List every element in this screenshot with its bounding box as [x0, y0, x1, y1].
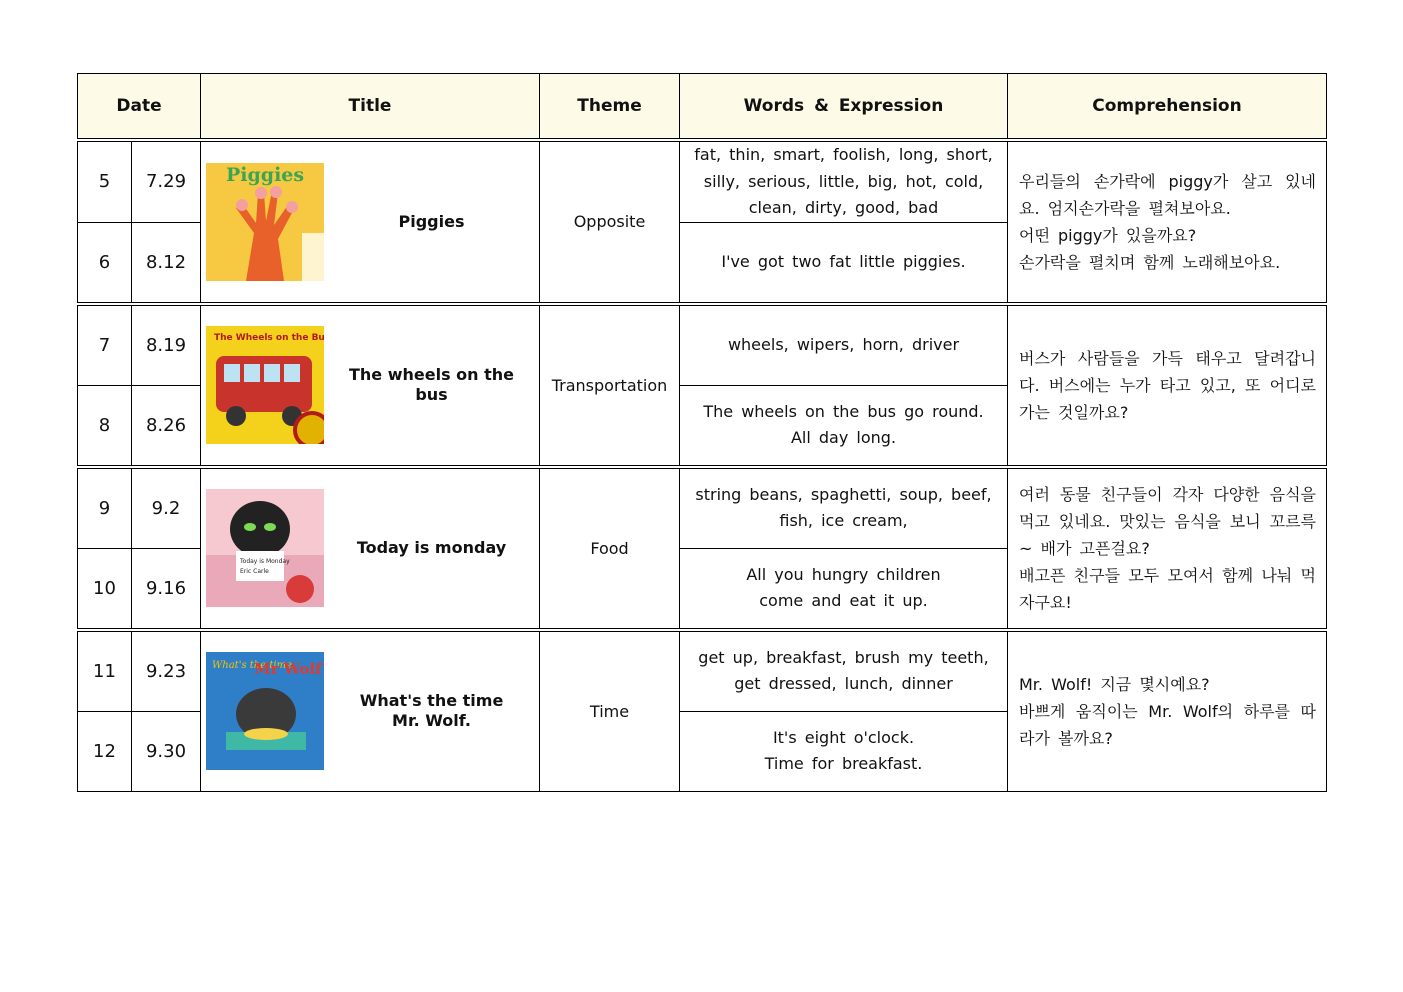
session-date: 9.2 — [132, 468, 201, 548]
book-title — [324, 212, 539, 232]
session-date: 9.30 — [132, 711, 201, 791]
book-cover-illustration — [206, 326, 324, 444]
book-cover-illustration — [206, 489, 324, 607]
book-cover-image — [206, 326, 324, 444]
book-title-cell — [201, 305, 540, 465]
reading-schedule-table — [77, 73, 1327, 792]
book-title-content — [201, 306, 539, 465]
session-number: 11 — [78, 631, 132, 711]
book-theme: Opposite — [540, 142, 680, 303]
schedule-table-wrapper — [77, 73, 1327, 792]
session-number: 5 — [78, 142, 132, 223]
session-number: 6 — [78, 222, 132, 302]
words-expression-text: fat, thin, smart, foolish, long, short, silly, serious, little, big, hot, cold, clean, dirty, good, bad — [694, 145, 993, 217]
session-number: 8 — [78, 385, 132, 465]
book-theme: Food — [540, 468, 680, 628]
table-row — [78, 631, 1327, 711]
book-theme: Time — [540, 631, 680, 791]
session-number: 9 — [78, 468, 132, 548]
words-expression — [680, 548, 1008, 628]
book-title-line: Piggies — [398, 211, 465, 231]
book-title — [324, 691, 539, 731]
words-expression — [680, 385, 1008, 465]
session-date: 9.23 — [132, 631, 201, 711]
words-expression — [680, 711, 1008, 791]
session-date: 8.26 — [132, 385, 201, 465]
table-row — [78, 305, 1327, 385]
session-date: 9.16 — [132, 548, 201, 628]
words-expression-text: All you hungry children come and eat it up. — [746, 564, 941, 610]
table-row — [78, 468, 1327, 548]
table-row — [78, 142, 1327, 223]
words-expression — [680, 468, 1008, 548]
header-comprehension: Comprehension — [1008, 74, 1327, 139]
book-cover-image — [206, 652, 324, 770]
book-cover-illustration — [206, 163, 324, 281]
comprehension-cell — [1008, 305, 1327, 465]
words-expression-text: It's eight o'clock. Time for breakfast. — [764, 727, 923, 773]
book-title-content — [201, 469, 539, 628]
words-expression — [680, 222, 1008, 302]
session-number: 12 — [78, 711, 132, 791]
book-cover-image — [206, 489, 324, 607]
header-date: Date — [78, 74, 201, 139]
header-words — [680, 74, 1008, 139]
book-title-line: The wheels on the bus — [348, 365, 515, 404]
words-expression-text: string beans, spaghetti, soup, beef, fish, ice cream, — [695, 484, 992, 530]
comprehension-cell — [1008, 142, 1327, 303]
book-title-line: Mr. Wolf. — [392, 711, 471, 730]
book-title-content — [201, 142, 539, 302]
words-expression — [680, 305, 1008, 385]
session-number: 10 — [78, 548, 132, 628]
words-expression-text: The wheels on the bus go round. All day long. — [703, 401, 984, 447]
book-title-line: Today is monday — [356, 538, 507, 557]
book-cover-illustration — [206, 652, 324, 770]
book-theme: Transportation — [540, 305, 680, 465]
comprehension-text: 우리들의 손가락에 piggy가 살고 있네요. 엄지손가락을 펼쳐보아요. 어떤 piggy가 있을까요? 손가락을 펼치며 함께 노래해보아요. — [1019, 171, 1316, 272]
book-cover-image — [206, 163, 324, 281]
comprehension-text: 버스가 사람들을 가득 태우고 달려갑니다. 버스에는 누가 타고 있고, 또 어디로 가는 것일까요? — [1019, 348, 1316, 422]
book-title-cell — [201, 631, 540, 791]
header-theme: Theme — [540, 74, 680, 139]
comprehension-text: Mr. Wolf! 지금 몇시예요? 바쁘게 움직이는 Mr. Wolf의 하루를 따라가 볼까요? — [1019, 674, 1316, 748]
book-title-cell — [201, 468, 540, 628]
comprehension-cell — [1008, 631, 1327, 791]
words-expression — [680, 142, 1008, 223]
session-date: 8.12 — [132, 222, 201, 302]
book-title — [324, 538, 539, 558]
words-expression — [680, 631, 1008, 711]
session-date: 8.19 — [132, 305, 201, 385]
words-expression-text: I've got two fat little piggies. — [721, 251, 966, 271]
session-date: 7.29 — [132, 142, 201, 223]
book-title — [324, 365, 539, 405]
header-words-label: Words & Expression — [743, 96, 944, 116]
words-expression-text: wheels, wipers, horn, driver — [727, 334, 960, 354]
book-title-content — [201, 632, 539, 791]
session-number: 7 — [78, 305, 132, 385]
book-title-cell — [201, 142, 540, 303]
header-row — [78, 74, 1327, 139]
book-title-line: What's the time — [359, 691, 504, 710]
header-title: Title — [201, 74, 540, 139]
comprehension-cell — [1008, 468, 1327, 628]
words-expression-text: get up, breakfast, brush my teeth, get dressed, lunch, dinner — [698, 647, 989, 693]
comprehension-text: 여러 동물 친구들이 각자 다양한 음식을 먹고 있네요. 맛있는 음식을 보니 꼬르륵~ 배가 고픈걸요? 배고픈 친구들 모두 모여서 함께 나눠 먹자구요! — [1019, 484, 1316, 612]
